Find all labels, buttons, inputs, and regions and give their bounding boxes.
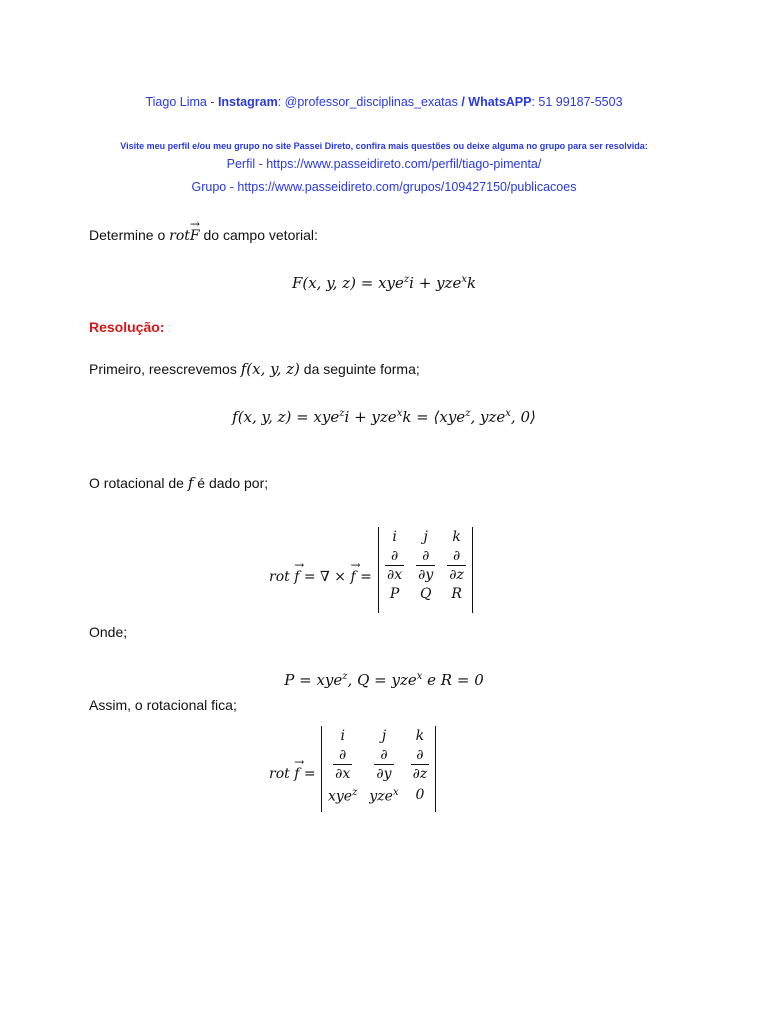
vector-F: → F	[190, 228, 200, 244]
determinant-result: i j k $\frac{\partial}{\partial x}$ $\frac{\partial}{\partial y}$ $\frac{\partial}{\partial z}$ xye$^z$ yze$^x$ 0	[321, 726, 436, 812]
whatsapp-label: WhatsAPP	[468, 95, 532, 109]
visit-text: Visite meu perfil e/ou meu grupo no site Passei Direto, confira mais questões ou deixe alguma no grupo para ser resolvida:	[120, 141, 648, 151]
equation-components: P = xye$^z$, Q = yze$^x$ e R = 0	[284, 671, 484, 689]
assim-text: Assim, o rotacional fica;	[89, 697, 237, 713]
paragraph-rotational: O rotacional de f é dado por;	[89, 474, 269, 492]
author-name: Tiago Lima	[145, 95, 207, 109]
perfil-link[interactable]: Perfil - https://www.passeidireto.com/perfil/tiago-pimenta/	[226, 157, 542, 171]
instagram-label: Instagram	[217, 95, 278, 109]
onde-text: Onde;	[89, 624, 128, 640]
rot-result-lhs: rot → f =	[269, 766, 316, 782]
rot-definition-lhs: rot → f = ∇ × → f =	[269, 569, 372, 585]
grupo-link[interactable]: Grupo - https://www.passeidireto.com/grupos/109427150/publicacoes	[191, 180, 577, 194]
instagram-handle: : @professor_disciplinas_exatas	[277, 95, 458, 109]
header-contact-line: Tiago Lima - Instagram: @professor_disciplinas_exatas / WhatsAPP: 51 99187-5503	[145, 95, 623, 109]
determinant-general: i j k $\frac{\partial}{\partial x}$ $\frac{\partial}{\partial y}$ $\frac{\partial}{\partial z}$ P Q R	[378, 527, 473, 613]
equation-field: F(x, y, z) = xye$^z$i + yze$^x$k	[291, 274, 477, 292]
whatsapp-number: : 51 99187-5503	[531, 95, 623, 109]
resolucao-heading: Resolução:	[89, 319, 165, 335]
question-text: Determine o rot→ F do campo vetorial:	[89, 227, 318, 244]
equation-rewrite: f(x, y, z) = xye$^z$i + yze$^x$k = ⟨xye$^z$, yze$^x$, 0⟩	[232, 408, 536, 426]
paragraph-rewrite: Primeiro, reescrevemos f(x, y, z) da seguinte forma;	[89, 360, 420, 378]
